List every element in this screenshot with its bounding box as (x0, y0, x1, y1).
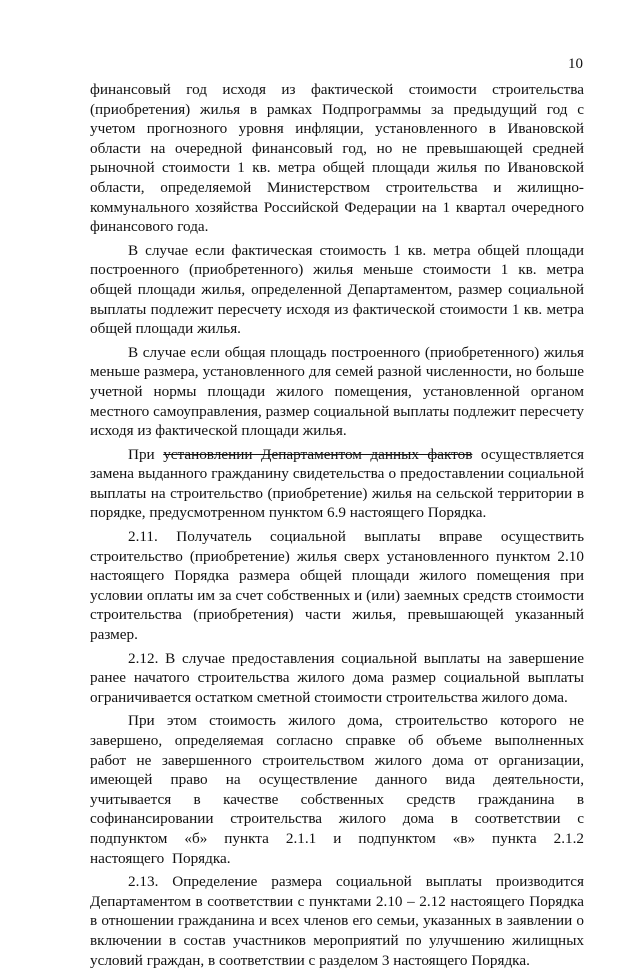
paragraph-unfinished-house-cost: При этом стоимость жилого дома, строительство которого не завершено, определяемая согласно справке об объеме выполненных работ не завершенного строительством жилого дома от организации, имеющей право на осуществление данного вида деятельности, учитывается в качестве собственных средств гражданина в софинансировании строительства жилого дома в соответствии с подпунктом «б» пункта 2.1.1 и подпунктом «в» пункта 2.1.2 настоящего Порядка. (90, 712, 584, 867)
document-body (90, 80, 584, 974)
paragraph-continuation: финансовый год исходя из фактической стоимости строительства (приобретения) жилья в рамках Подпрограммы за предыдущий год с учетом прогнозного уровня инфляции, установленного в Ивановской области на очередной финансовый год, но не превышающей средней рыночной стоимости 1 кв. метра общей площади жилья по Ивановской области, определяемой Министерством строительства и жилищно-коммунального хозяйства Российской Федерации на 1 квартал очередного финансового года. (90, 81, 584, 236)
text-segment: осуществляется замена выданного гражданину свидетельства о предоставлении социальной выплаты на строительство (приобретение) жилья на сельской территории в порядке, предусмотренном пунктом 6.9 настоящего Порядка. (90, 445, 584, 522)
clause-2-12: 2.12. В случае предоставления социальной выплаты на завершение ранее начатого строительства жилого дома размер социальной выплаты ограничивается остатком сметной стоимости строительства жилого дома. (90, 649, 584, 706)
clause-2-13: 2.13. Определение размера социальной выплаты производится Департаментом в соответствии с пунктами 2.10 – 2.12 настоящего Порядка в отношении гражданина и всех членов его семьи, указанных в заявлении о включении в состав участников мероприятий по улучшению жилищных условий граждан, в соответствии с разделом 3 настоящего Порядка. (90, 873, 584, 969)
paragraph-certificate-replacement (90, 445, 584, 523)
paragraph-price-recalculation: В случае если фактическая стоимость 1 кв. метра общей площади построенного (приобретенного) жилья меньше стоимости 1 кв. метра общей площади жилья, определенной Департаментом, размер социальной выплаты подлежит пересчету исходя из фактической стоимости 1 кв. метра общей площади жилья. (90, 241, 584, 338)
paragraph-area-recalculation: В случае если общая площадь построенного (приобретенного) жилья меньше размера, установленного для семей разной численности, но больше учетной нормы площади жилого помещения, установленной органом местного самоуправления, размер социальной выплаты подлежит пересчету исходя из фактической площади жилья. (90, 343, 584, 440)
strikethrough-text: установлении Департаментом данных фактов (163, 445, 473, 463)
page-number: 10 (568, 56, 583, 72)
text-segment: При (128, 445, 164, 463)
clause-2-11: 2.11. Получатель социальной выплаты вправе осуществить строительство (приобретение) жилья сверх установленного пунктом 2.10 настоящего Порядка размера общей площади жилого помещения при условии оплаты им за счет собственных и (или) заемных средств стоимости строительства (приобретения) части жилья, превышающей указанный размер. (90, 528, 584, 644)
